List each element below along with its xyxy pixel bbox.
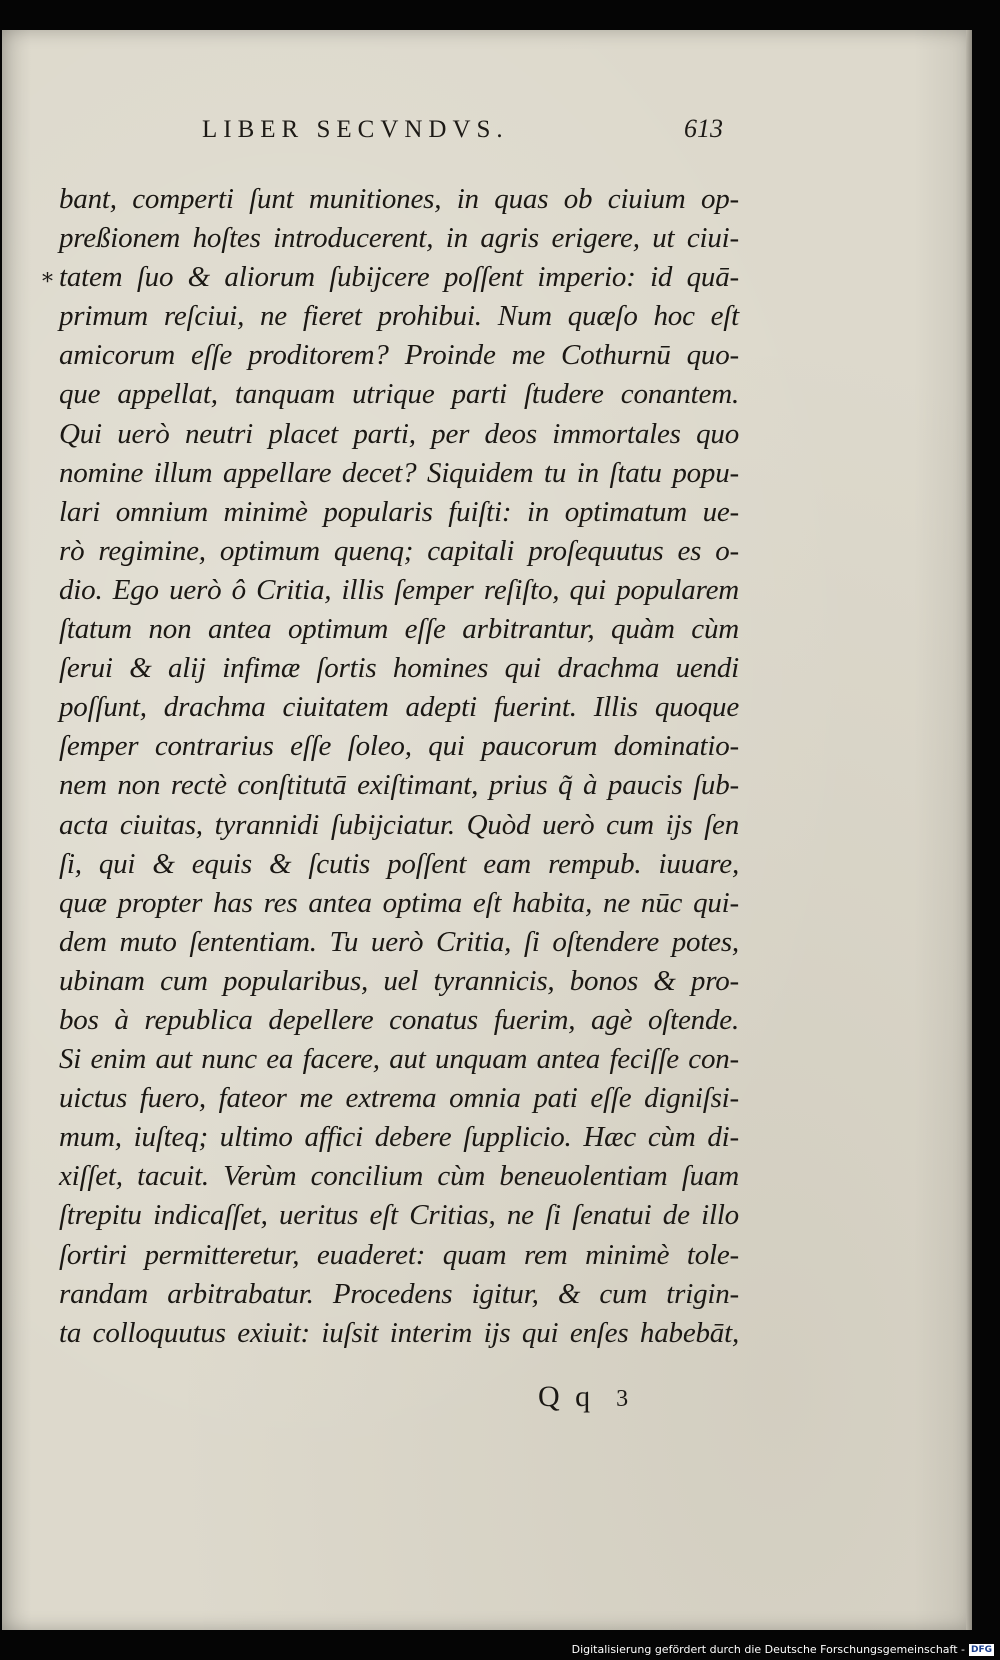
signature-letters: Q q bbox=[538, 1380, 595, 1413]
text-line: primum reſciui, ne fieret prohibui. Num quæſo hoc eſt bbox=[59, 300, 739, 333]
signature-number: 3 bbox=[616, 1386, 633, 1412]
text-line: nomine illum appellare decet? Siquidem tu in ſtatu popu- bbox=[59, 456, 739, 489]
footer-credit-text: Digitalisierung gefördert durch die Deutsche Forschungsgemeinschaft - bbox=[571, 1643, 965, 1656]
text-line: nem non rectè conſtitutā exiſtimant, prius q̃ à paucis ſub- bbox=[59, 769, 739, 802]
text-line: ta colloquutus exiuit: iuſsit interim ijs qui enſes habebāt, bbox=[59, 1316, 739, 1349]
text-line: dio. Ego uerò ô Critia, illis ſemper reſiſto, qui popularem bbox=[59, 573, 739, 606]
text-line: ſerui & alij infimæ ſortis homines qui drachma uendi bbox=[59, 652, 739, 685]
text-line: rò regimine, optimum quenq; capitali proſequutus es o- bbox=[59, 534, 739, 567]
text-line: xiſſet, tacuit. Verùm concilium cùm beneuolentiam ſuam bbox=[59, 1160, 739, 1193]
text-line: amicorum eſſe proditorem? Proinde me Cothurnū quo- bbox=[59, 339, 739, 372]
text-line: ſi, qui & equis & ſcutis poſſent eam rempub. iuuare, bbox=[59, 847, 739, 880]
text-line: ſtrepitu indicaſſet, ueritus eſt Critias, ne ſi ſenatui de illo bbox=[59, 1199, 739, 1232]
text-line: randam arbitrabatur. Procedens igitur, & cum trigin- bbox=[59, 1277, 739, 1310]
book-page bbox=[2, 30, 972, 1630]
text-line: que appellat, tanquam utrique parti ſtudere conantem. bbox=[59, 378, 739, 411]
text-block bbox=[59, 180, 739, 1353]
text-line: Si enim aut nunc ea facere, aut unquam antea feciſſe con- bbox=[59, 1043, 739, 1076]
text-line: tatem ſuo & aliorum ſubijcere poſſent imperio: id quā- bbox=[59, 261, 739, 294]
dfg-logo: DFG bbox=[970, 1644, 992, 1655]
text-line: preßionem hoſtes introducerent, in agris erigere, ut ciui- bbox=[59, 222, 739, 255]
text-line: ſortiri permitteretur, euaderet: quam rem minimè tole- bbox=[59, 1238, 739, 1271]
text-line: bos à republica depellere conatus fuerim, agè oſtende. bbox=[59, 1003, 739, 1036]
page-number: 613 bbox=[684, 114, 723, 143]
text-line: Qui uerò neutri placet parti, per deos immortales quo bbox=[59, 417, 739, 450]
text-line: ubinam cum popularibus, uel tyrannicis, bonos & pro- bbox=[59, 964, 739, 997]
running-head: LIBER SECVNDVS. bbox=[202, 116, 509, 143]
text-line: poſſunt, drachma ciuitatem adepti fuerint. Illis quoque bbox=[59, 691, 739, 724]
footer-credit bbox=[572, 1643, 994, 1656]
text-line: ſemper contrarius eſſe ſoleo, qui paucorum dominatio- bbox=[59, 730, 739, 763]
page-edge bbox=[966, 30, 972, 1630]
margin-mark: * bbox=[42, 270, 53, 295]
text-line: bant, comperti ſunt munitiones, in quas ob ciuium op- bbox=[59, 183, 739, 215]
text-line: ſtatum non antea optimum eſſe arbitrantur, quàm cùm bbox=[59, 613, 739, 646]
text-line: uictus fuero, fateor me extrema omnia pati eſſe digniſsi- bbox=[59, 1082, 739, 1115]
text-line: dem muto ſententiam. Tu uerò Critia, ſi oſtendere potes, bbox=[59, 925, 739, 958]
text-line: quæ propter has res antea optima eſt habita, ne nūc qui- bbox=[59, 886, 739, 919]
signature-mark bbox=[538, 1380, 632, 1414]
text-line: mum, iuſteq; ultimo affici debere ſupplicio. Hæc cùm di- bbox=[59, 1121, 739, 1154]
text-line: lari omnium minimè popularis fuiſti: in optimatum ue- bbox=[59, 495, 739, 528]
text-line: acta ciuitas, tyrannidi ſubijciatur. Quòd uerò cum ijs ſen bbox=[59, 808, 739, 841]
